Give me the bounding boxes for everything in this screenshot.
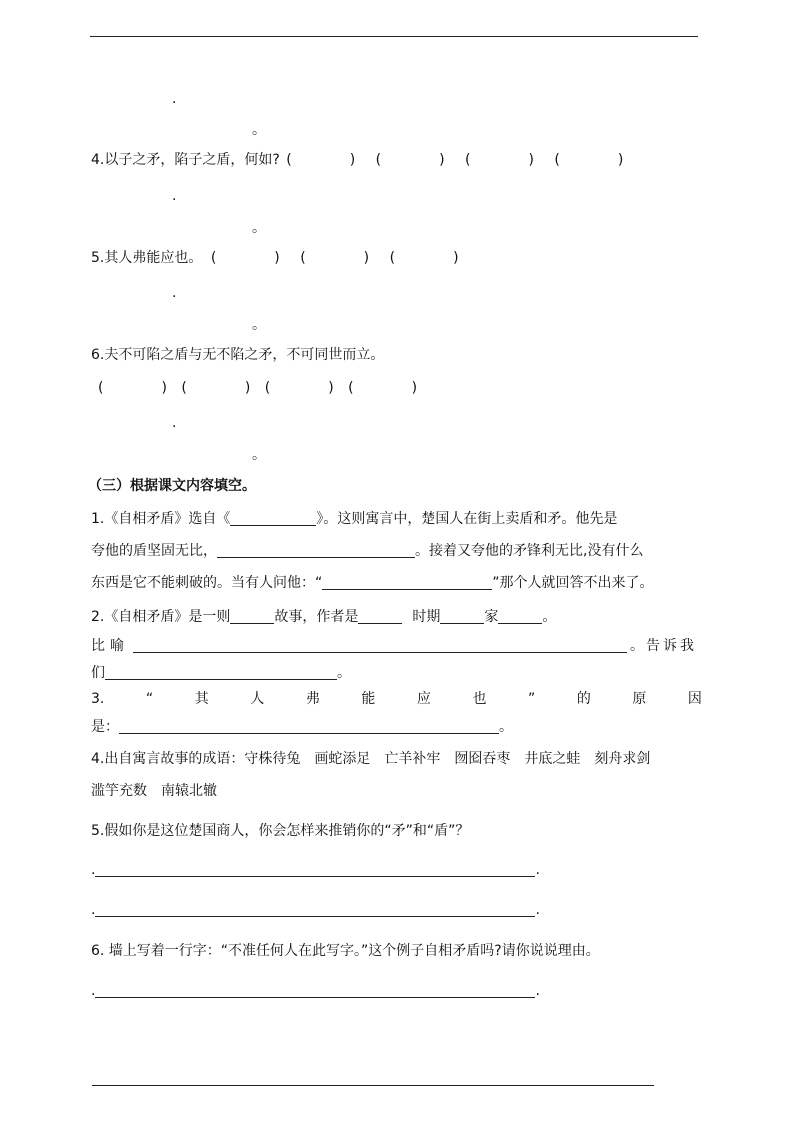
paren-blank[interactable]: ( ): [300, 250, 370, 266]
fill-blank[interactable]: [105, 665, 337, 680]
question-4-text: 4.以子之矛，陷子之盾，何如?: [91, 152, 280, 168]
section-3-title: （三）根据课文内容填空。: [88, 478, 256, 494]
answer-period: 。: [252, 122, 266, 138]
paren-blank[interactable]: ( ): [286, 152, 356, 168]
fill-6-question: 6. 墙上写着一行字：“不准任何人在此写字。”这个例子自相矛盾吗?请你说说理由。: [91, 943, 600, 959]
question-5-text: 5.其人弗能应也。: [91, 250, 203, 266]
fill-blank[interactable]: [230, 511, 316, 526]
paren-blank[interactable]: ( ): [98, 380, 167, 396]
fill-1-line-1: 1.《自相矛盾》选自《 》。这则寓言中，楚国人在街上卖盾和矛。他先是: [91, 511, 618, 527]
footer-rule: [92, 1085, 654, 1086]
fill-5-question: 5.假如你是这位楚国商人，你会怎样来推销你的“矛”和“盾”？: [91, 823, 470, 839]
fill-blank[interactable]: [217, 543, 415, 558]
answer-dot: .: [172, 91, 177, 107]
answer-dot: .: [172, 285, 177, 301]
answer-line[interactable]: . .: [91, 862, 540, 878]
fill-2-line-2-tail: 。 告 诉 我: [630, 638, 694, 654]
fill-2-line-2: 比 喻: [91, 638, 124, 654]
paren-blank[interactable]: ( ): [465, 152, 534, 168]
fill-2-line-3: 们 。: [91, 665, 351, 681]
paren-blank[interactable]: ( ): [375, 152, 445, 168]
fill-blank[interactable]: [230, 609, 274, 624]
fill-blank[interactable]: [358, 609, 402, 624]
fill-blank[interactable]: [498, 609, 542, 624]
fill-blank[interactable]: [440, 609, 484, 624]
paren-blank[interactable]: ( ): [389, 250, 459, 266]
fill-1-line-3: 东西是它不能刺破的。当有人问他：“ ”那个人就回答不出来了。: [91, 575, 654, 591]
paren-blank[interactable]: ( ): [348, 380, 418, 396]
paren-blank[interactable]: ( ): [554, 152, 624, 168]
question-4: [91, 151, 623, 169]
question-6-blanks: [98, 379, 417, 397]
answer-line[interactable]: . .: [91, 902, 540, 918]
paren-blank[interactable]: ( ): [181, 380, 251, 396]
fill-3-line-1: 3. “ 其 人 弗 能 应 也 ” 的 原 因: [91, 691, 702, 707]
paren-blank[interactable]: ( ): [264, 380, 334, 396]
header-rule: [90, 36, 698, 37]
idioms-line-2: 滥竽充数 南辕北辙: [91, 783, 217, 799]
answer-period: 。: [252, 447, 266, 463]
fill-2-line-1: 2.《自相矛盾》是一则 故事，作者是 时期 家 。: [91, 609, 557, 625]
answer-dot: .: [172, 188, 177, 204]
fill-3-line-2: 是： 。: [91, 719, 513, 735]
fill-1-line-2: 夸他的盾坚固无比， 。接着又夸他的矛锋利无比,没有什么: [91, 543, 644, 559]
fill-blank[interactable]: [322, 575, 492, 590]
answer-period: 。: [252, 220, 266, 236]
answer-dot: .: [172, 415, 177, 431]
answer-period: 。: [252, 317, 266, 333]
question-6-text: 6.夫不可陷之盾与无不陷之矛，不可同世而立。: [91, 347, 385, 363]
fill-blank[interactable]: [119, 719, 499, 734]
fill-2-metaphor-blank[interactable]: [133, 637, 627, 655]
paren-blank[interactable]: ( ): [210, 250, 280, 266]
answer-line[interactable]: . .: [91, 983, 540, 999]
question-5: [91, 249, 459, 267]
idioms-line-1: 4.出自寓言故事的成语：守株待兔 画蛇添足 亡羊补牢 囫囵吞枣 井底之蛙 刻舟求剑: [91, 751, 651, 767]
